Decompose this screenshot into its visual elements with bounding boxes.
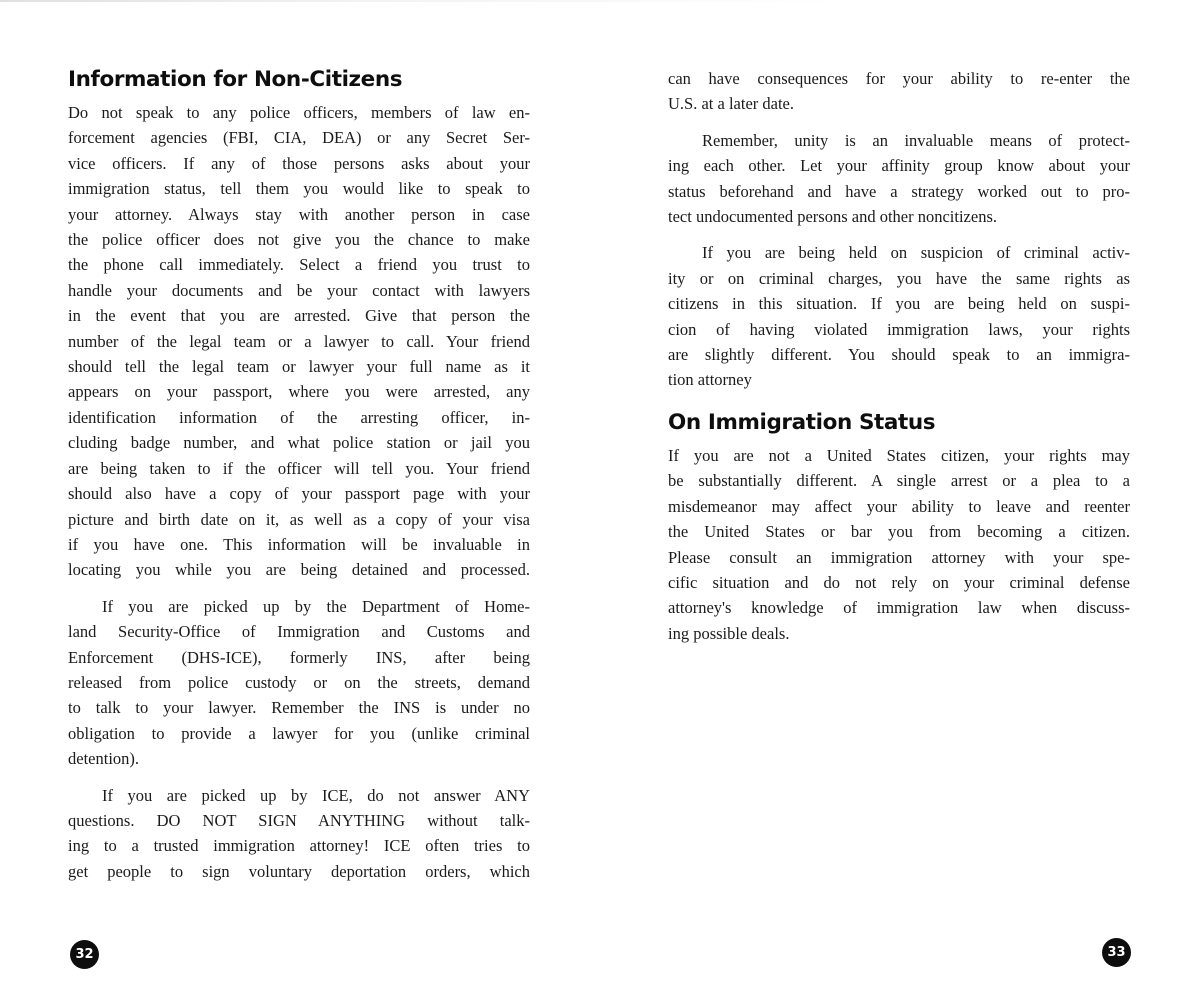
text-line: your attorney. Always stay with another person in case [68, 204, 530, 224]
text-line: are being taken to if the officer will tell you. Your friend [68, 458, 530, 478]
text-line: ing to a trusted immigration attorney! ICE often tries to [68, 836, 530, 856]
text-line: obligation to provide a lawyer for you (unlike criminal [68, 723, 530, 743]
text-line: should tell the legal team or lawyer your full name as it [68, 357, 530, 377]
text-line: the police officer does not give you the chance to make [68, 230, 530, 250]
body-paragraph [668, 443, 1130, 646]
text-line: citizens in this situation. If you are being held on suspi- [668, 294, 1130, 314]
text-line: immigration status, tell them you would like to speak to [68, 179, 530, 199]
text-line: vice officers. If any of those persons asks about your [68, 153, 530, 173]
text-line: appears on your passport, where you were arrested, any [68, 382, 530, 402]
text-line: attorney's knowledge of immigration law when discuss- [668, 598, 1130, 618]
body-paragraph [668, 240, 1130, 392]
text-line: be substantially different. A single arrest or a plea to a [668, 471, 1130, 491]
text-line: tect undocumented persons and other noncitizens. [668, 207, 997, 227]
text-line: are slightly different. You should speak to an immigra- [668, 345, 1130, 365]
page-number-badge-right: 33 [1102, 938, 1131, 967]
text-line: land Security-Office of Immigration and Customs and [68, 622, 530, 642]
text-line: misdemeanor may affect your ability to leave and reenter [668, 496, 1130, 516]
text-line: forcement agencies (FBI, CIA, DEA) or any Secret Ser- [68, 128, 530, 148]
text-line: ing possible deals. [668, 623, 790, 643]
text-line: released from police custody or on the streets, demand [68, 672, 530, 692]
section-heading: Information for Non-Citizens [68, 67, 403, 92]
scan-edge-artifact [0, 0, 1200, 2]
body-paragraph [68, 594, 530, 772]
text-line: picture and birth date on it, as well as a copy of your visa [68, 509, 530, 529]
body-paragraph [68, 100, 530, 583]
text-line: locating you while you are being detained and processed. [68, 560, 530, 580]
text-line: detention). [68, 749, 140, 769]
page-number-badge-left: 32 [70, 940, 99, 969]
text-line: If you are picked up by ICE, do not answer ANY [102, 785, 530, 805]
text-line: status beforehand and have a strategy worked out to pro- [668, 181, 1130, 201]
text-line: cion of having violated immigration laws, your rights [668, 319, 1130, 339]
text-line: if you have one. This information will be invaluable in [68, 534, 530, 554]
body-paragraph [68, 783, 530, 885]
text-line: If you are picked up by the Department of Home- [102, 596, 530, 616]
text-line: identification information of the arresting officer, in- [68, 407, 530, 427]
text-line: Enforcement (DHS-ICE), formerly INS, after being [68, 647, 530, 667]
text-line: ity or on criminal charges, you have the same rights as [668, 268, 1130, 288]
text-line: If you are being held on suspicion of criminal activ- [702, 243, 1130, 263]
text-line: Remember, unity is an invaluable means of protect- [702, 130, 1130, 150]
body-paragraph [668, 66, 1130, 117]
text-line: cluding badge number, and what police station or jail you [68, 433, 530, 453]
text-line: should also have a copy of your passport page with your [68, 484, 530, 504]
text-line: the United States or bar you from becoming a citizen. [668, 522, 1130, 542]
section-heading: On Immigration Status [668, 409, 936, 435]
text-line: tion attorney [668, 370, 752, 390]
text-line: If you are not a United States citizen, your rights may [668, 445, 1130, 465]
text-line: U.S. at a later date. [668, 94, 794, 114]
page-right-text-column [668, 66, 1130, 646]
text-line: the phone call immediately. Select a friend you trust to [68, 255, 530, 275]
text-line: can have consequences for your ability to re-enter the [668, 69, 1130, 88]
text-line: Please consult an immigration attorney with your spe- [668, 547, 1130, 567]
text-line: number of the legal team or a lawyer to call. Your friend [68, 331, 530, 351]
text-line: in the event that you are arrested. Give that person the [68, 306, 530, 326]
text-line: cific situation and do not rely on your criminal defense [668, 572, 1130, 592]
text-line: to talk to your lawyer. Remember the INS is under no [68, 698, 530, 718]
page-left-text-column [68, 66, 530, 884]
body-paragraph [668, 128, 1130, 230]
text-line: Do not speak to any police officers, members of law en- [68, 103, 530, 122]
text-line: ing each other. Let your affinity group know about your [668, 156, 1130, 176]
text-line: questions. DO NOT SIGN ANYTHING without talk- [68, 810, 530, 830]
text-line: get people to sign voluntary deportation orders, which [68, 861, 530, 881]
text-line: handle your documents and be your contact with lawyers [68, 280, 530, 300]
